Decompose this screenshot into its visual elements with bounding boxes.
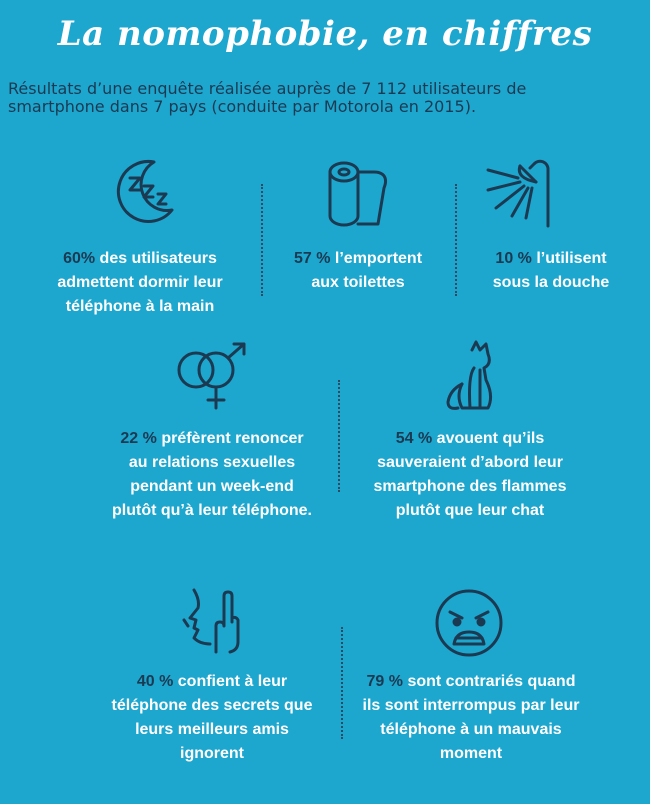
secret-whisper-icon [180, 586, 246, 656]
stat-shower [478, 247, 624, 295]
stat-secrets [106, 670, 318, 766]
stat-cat-text: avouent qu’ils sauveraient d’abord leur smartphone des flammes plutôt que leur chat [373, 430, 567, 519]
stat-sex-text: préfèrent renoncer au relations sexuelles pendant un week-end plutôt qu’à leur téléphone. [112, 430, 312, 519]
stat-secrets-text: confient à leur téléphone des secrets que leurs meilleurs amis ignorent [111, 673, 313, 762]
stat-interrupt [362, 670, 580, 766]
sleeping-moon-icon [110, 156, 180, 228]
stat-secrets-percent: 40 % [136, 673, 174, 690]
toilet-paper-icon [322, 158, 392, 230]
separator-row1-b [455, 184, 457, 296]
stat-interrupt-percent: 79 % [366, 673, 403, 690]
stat-cat-percent: 54 % [395, 430, 433, 447]
angry-face-icon [432, 586, 506, 660]
stat-sleep [40, 247, 240, 319]
stat-sleep-percent: 60% [63, 250, 96, 267]
stat-sex [112, 427, 312, 523]
shower-icon [480, 156, 556, 232]
separator-row3 [341, 627, 343, 739]
separator-row2 [338, 380, 340, 492]
stat-toilet-percent: 57 % [293, 250, 331, 267]
page-title: La nomophobie, en chiffres [57, 14, 593, 54]
stat-sleep-text: des utilisateurs admettent dormir leur téléphone à la main [57, 250, 223, 315]
stat-shower-text: l’utilisent sous la douche [492, 250, 610, 291]
stat-toilet-text: l’emportent aux toilettes [311, 250, 423, 291]
gender-symbols-icon [174, 340, 250, 412]
stat-cat [362, 427, 578, 523]
cat-icon [442, 340, 498, 412]
survey-description: Résultats d’une enquête réalisée auprès de 7 112 utilisateurs de smartphone dans 7 pays (conduite par Motorola en 2015). [8, 79, 527, 116]
stat-toilet [282, 247, 434, 295]
stat-interrupt-text: sont contrariés quand ils sont interrompus par leur téléphone à un mauvais moment [362, 673, 580, 762]
stat-sex-percent: 22 % [120, 430, 157, 447]
separator-row1-a [261, 184, 263, 296]
stat-shower-percent: 10 % [495, 250, 532, 267]
